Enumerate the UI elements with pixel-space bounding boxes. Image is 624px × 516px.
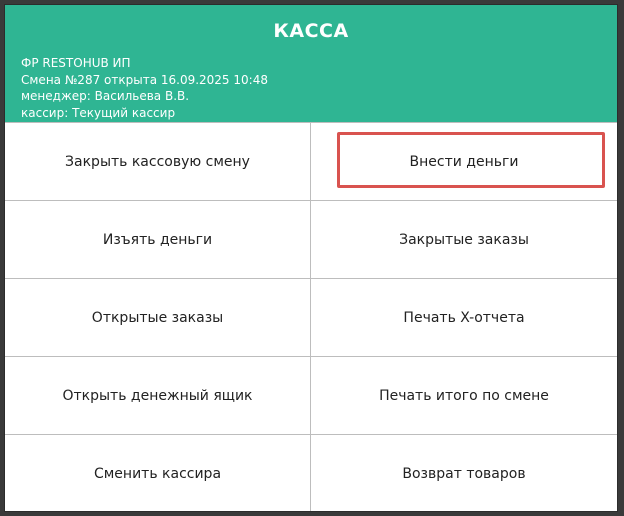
open-cash-drawer-button[interactable]: Открыть денежный ящик <box>5 357 311 435</box>
print-shift-total-button[interactable]: Печать итого по смене <box>311 357 617 435</box>
actions-grid <box>5 122 617 512</box>
header <box>5 5 617 122</box>
cashier-label: кассир: Текущий кассир <box>21 105 176 120</box>
shift-status-label: Смена №287 открыта 16.09.2025 10:48 <box>21 72 268 87</box>
cash-register-dialog <box>4 4 618 512</box>
deposit-money-button[interactable]: Внести деньги <box>311 123 617 201</box>
change-cashier-button[interactable]: Сменить кассира <box>5 435 311 512</box>
return-goods-button[interactable]: Возврат товаров <box>402 466 526 482</box>
shift-info <box>5 55 617 121</box>
open-orders-button[interactable]: Открытые заказы <box>5 279 311 357</box>
withdraw-money-button[interactable]: Изъять деньги <box>5 201 311 279</box>
manager-label: менеджер: Васильева В.В. <box>21 89 190 103</box>
close-shift-button[interactable]: Закрыть кассовую смену <box>5 123 311 201</box>
print-x-report-button[interactable]: Печать X-отчета <box>311 279 617 357</box>
closed-orders-button[interactable]: Закрытые заказы <box>311 201 617 279</box>
page-title: КАССА <box>273 20 349 42</box>
fiscal-registrar-label: ФР RESTOHUB ИП <box>21 56 131 70</box>
